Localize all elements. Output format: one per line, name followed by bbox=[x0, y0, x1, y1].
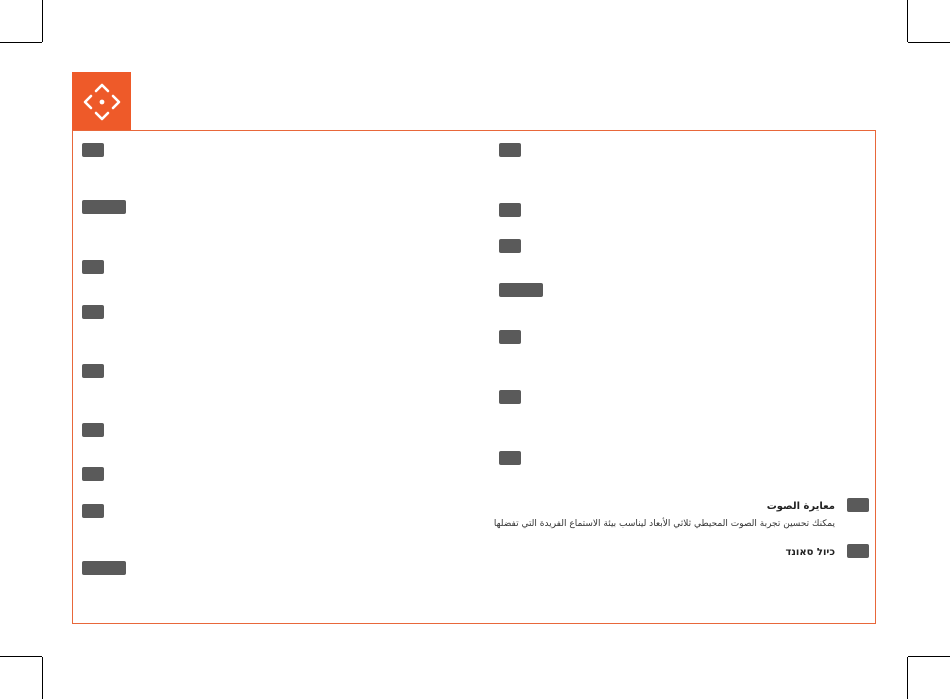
crop-mark-top-left-v bbox=[42, 0, 43, 42]
key-placeholder bbox=[82, 467, 104, 481]
key-placeholder bbox=[499, 203, 521, 217]
key-placeholder bbox=[82, 504, 104, 518]
crop-mark-bottom-right-h bbox=[908, 656, 950, 657]
crop-mark-bottom-right-v bbox=[907, 657, 908, 699]
crop-mark-bottom-left-h bbox=[0, 656, 42, 657]
directional-pad-icon bbox=[82, 82, 122, 122]
key-placeholder bbox=[499, 239, 521, 253]
key-placeholder bbox=[82, 200, 126, 214]
sound-calibration-title: معايرة الصوت bbox=[766, 501, 835, 512]
sound-calibration-description: يمكنك تحسين تجربة الصوت المحيطي ثلاثي الأبعاد ليناسب بيئة الاستماع الفريدة التي تفضلها bbox=[493, 519, 835, 529]
key-sound-calibration bbox=[847, 498, 869, 512]
content-frame bbox=[72, 130, 876, 624]
crop-mark-top-right-v bbox=[907, 0, 908, 42]
section-badge bbox=[72, 72, 131, 131]
key-placeholder bbox=[82, 143, 104, 157]
crop-mark-bottom-left-v bbox=[42, 657, 43, 699]
key-placeholder bbox=[82, 305, 104, 319]
key-placeholder bbox=[499, 330, 521, 344]
key-placeholder bbox=[82, 260, 104, 274]
kiol-sound-title: כיול סאונד bbox=[785, 547, 835, 558]
key-placeholder bbox=[499, 451, 521, 465]
crop-mark-top-right-h bbox=[908, 42, 950, 43]
key-placeholder bbox=[499, 390, 521, 404]
key-placeholder bbox=[82, 364, 104, 378]
crop-mark-top-left-h bbox=[0, 42, 42, 43]
key-kiol-sound bbox=[847, 544, 869, 558]
key-placeholder bbox=[82, 561, 126, 575]
key-placeholder bbox=[82, 423, 104, 437]
key-placeholder bbox=[499, 143, 521, 157]
key-placeholder bbox=[499, 283, 543, 297]
